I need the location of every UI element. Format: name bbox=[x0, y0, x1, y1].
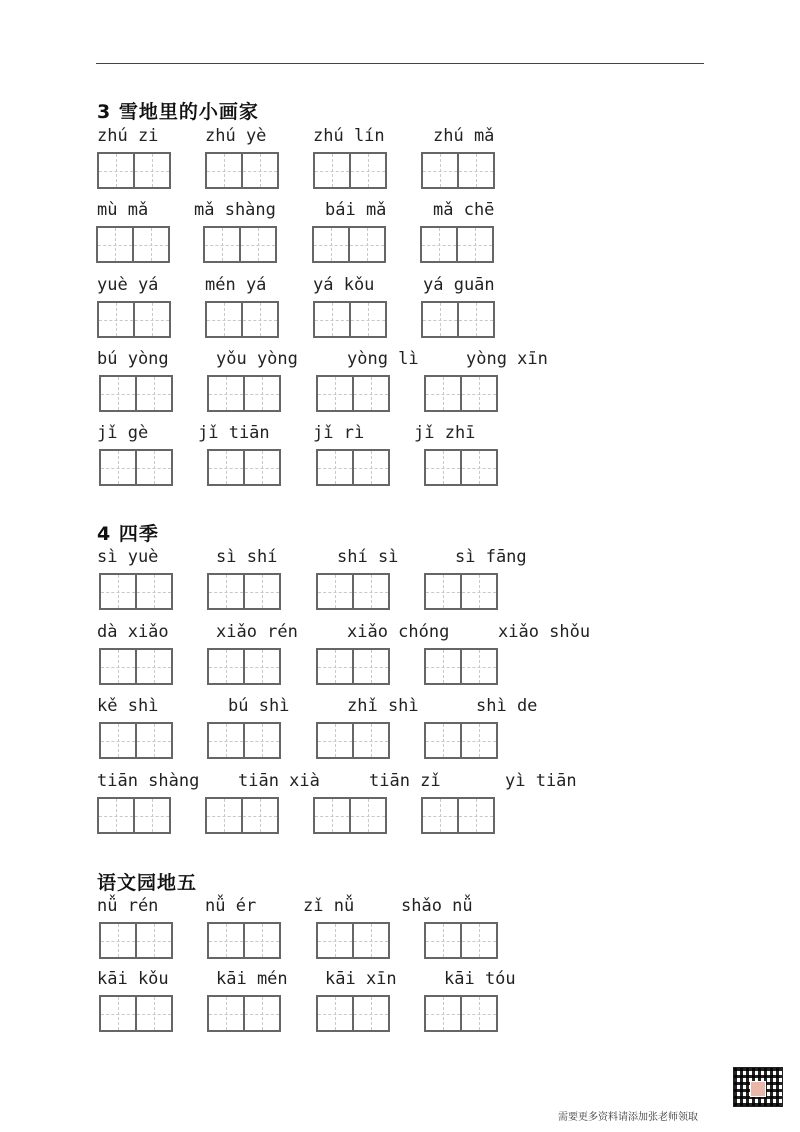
grid-cell[interactable] bbox=[135, 924, 171, 957]
pinyin-word: jǐ zhī bbox=[414, 423, 476, 443]
grid-cell[interactable] bbox=[352, 377, 388, 410]
pinyin-word: shí sì bbox=[337, 547, 399, 567]
writing-grid[interactable] bbox=[99, 722, 173, 759]
pinyin-word: bú shì bbox=[228, 696, 290, 716]
pinyin-word: xiǎo rén bbox=[216, 622, 298, 642]
pinyin-word: xiǎo chóng bbox=[347, 622, 450, 642]
pinyin-word: shì de bbox=[476, 696, 538, 716]
pinyin-word: bú yòng bbox=[97, 349, 169, 369]
writing-grid[interactable] bbox=[420, 226, 494, 263]
grid-cell[interactable] bbox=[349, 799, 385, 832]
pinyin-word: sì yuè bbox=[97, 547, 159, 567]
grid-cell[interactable] bbox=[318, 377, 352, 410]
grid-cell[interactable] bbox=[457, 303, 493, 336]
grid-cell[interactable] bbox=[209, 451, 243, 484]
writing-grid[interactable] bbox=[96, 226, 170, 263]
writing-grid[interactable] bbox=[316, 995, 390, 1032]
grid-cell[interactable] bbox=[205, 228, 239, 261]
grid-cell[interactable] bbox=[423, 154, 457, 187]
grid-cell[interactable] bbox=[99, 303, 133, 336]
writing-grid[interactable] bbox=[99, 922, 173, 959]
pinyin-word: nǚ ér bbox=[205, 896, 257, 916]
writing-grid[interactable] bbox=[205, 301, 279, 338]
writing-grid[interactable] bbox=[99, 449, 173, 486]
grid-cell[interactable] bbox=[352, 924, 388, 957]
pinyin-word: jǐ rì bbox=[313, 423, 365, 443]
grid-cell[interactable] bbox=[423, 303, 457, 336]
grid-cell[interactable] bbox=[209, 575, 243, 608]
pinyin-word: kāi kǒu bbox=[97, 969, 169, 989]
grid-cell[interactable] bbox=[315, 799, 349, 832]
grid-cell[interactable] bbox=[457, 799, 493, 832]
pinyin-word: mén yá bbox=[205, 275, 267, 295]
writing-grid[interactable] bbox=[316, 375, 390, 412]
writing-grid[interactable] bbox=[421, 301, 495, 338]
grid-cell[interactable] bbox=[241, 154, 277, 187]
grid-cell[interactable] bbox=[101, 377, 135, 410]
grid-cell[interactable] bbox=[426, 724, 460, 757]
avatar bbox=[750, 1081, 766, 1097]
grid-cell[interactable] bbox=[426, 377, 460, 410]
section-title: 4 四季 bbox=[97, 523, 159, 545]
grid-cell[interactable] bbox=[101, 650, 135, 683]
grid-cell[interactable] bbox=[241, 799, 277, 832]
pinyin-word: mǎ chē bbox=[433, 200, 495, 220]
writing-grid[interactable] bbox=[207, 375, 281, 412]
top-rule bbox=[96, 63, 704, 64]
section-title: 语文园地五 bbox=[97, 872, 198, 894]
pinyin-word: zhú lín bbox=[313, 126, 385, 146]
pinyin-word: bái mǎ bbox=[325, 200, 387, 220]
grid-cell[interactable] bbox=[348, 228, 384, 261]
grid-cell[interactable] bbox=[318, 724, 352, 757]
pinyin-word: kāi tóu bbox=[444, 969, 516, 989]
grid-cell[interactable] bbox=[209, 724, 243, 757]
grid-cell[interactable] bbox=[207, 303, 241, 336]
grid-cell[interactable] bbox=[207, 799, 241, 832]
grid-cell[interactable] bbox=[460, 451, 496, 484]
grid-cell[interactable] bbox=[135, 997, 171, 1030]
pinyin-word: xiǎo shǒu bbox=[498, 622, 591, 642]
writing-grid[interactable] bbox=[97, 152, 171, 189]
writing-grid[interactable] bbox=[424, 375, 498, 412]
qr-code-icon bbox=[733, 1067, 783, 1107]
pinyin-word: dà xiǎo bbox=[97, 622, 169, 642]
writing-grid[interactable] bbox=[424, 722, 498, 759]
writing-grid[interactable] bbox=[316, 449, 390, 486]
writing-grid[interactable] bbox=[424, 648, 498, 685]
grid-cell[interactable] bbox=[352, 451, 388, 484]
pinyin-word: jǐ tiān bbox=[198, 423, 270, 443]
grid-cell[interactable] bbox=[101, 924, 135, 957]
grid-cell[interactable] bbox=[460, 924, 496, 957]
grid-cell[interactable] bbox=[318, 575, 352, 608]
pinyin-word: mù mǎ bbox=[97, 200, 149, 220]
grid-cell[interactable] bbox=[209, 997, 243, 1030]
writing-grid[interactable] bbox=[424, 573, 498, 610]
writing-grid[interactable] bbox=[313, 152, 387, 189]
grid-cell[interactable] bbox=[352, 997, 388, 1030]
grid-cell[interactable] bbox=[101, 724, 135, 757]
pinyin-word: zhú yè bbox=[205, 126, 267, 146]
grid-cell[interactable] bbox=[243, 451, 279, 484]
grid-cell[interactable] bbox=[133, 303, 169, 336]
writing-grid[interactable] bbox=[99, 995, 173, 1032]
writing-grid[interactable] bbox=[316, 648, 390, 685]
grid-cell[interactable] bbox=[315, 303, 349, 336]
grid-cell[interactable] bbox=[318, 924, 352, 957]
writing-grid[interactable] bbox=[207, 449, 281, 486]
grid-cell[interactable] bbox=[133, 799, 169, 832]
pinyin-word: mǎ shàng bbox=[194, 200, 276, 220]
grid-cell[interactable] bbox=[243, 377, 279, 410]
grid-cell[interactable] bbox=[209, 650, 243, 683]
footer-note: 需要更多资料请添加张老师领取 bbox=[558, 1112, 698, 1123]
pinyin-word: yá kǒu bbox=[313, 275, 375, 295]
writing-grid[interactable] bbox=[99, 573, 173, 610]
grid-cell[interactable] bbox=[101, 575, 135, 608]
grid-cell[interactable] bbox=[352, 650, 388, 683]
grid-cell[interactable] bbox=[349, 154, 385, 187]
writing-grid[interactable] bbox=[207, 648, 281, 685]
pinyin-word: tiān zǐ bbox=[369, 771, 441, 791]
grid-cell[interactable] bbox=[456, 228, 492, 261]
grid-cell[interactable] bbox=[135, 650, 171, 683]
grid-cell[interactable] bbox=[133, 154, 169, 187]
pinyin-word: shǎo nǚ bbox=[401, 896, 473, 916]
writing-grid[interactable] bbox=[312, 226, 386, 263]
grid-cell[interactable] bbox=[426, 650, 460, 683]
writing-grid[interactable] bbox=[316, 573, 390, 610]
writing-grid[interactable] bbox=[313, 797, 387, 834]
grid-cell[interactable] bbox=[349, 303, 385, 336]
writing-grid[interactable] bbox=[97, 301, 171, 338]
grid-cell[interactable] bbox=[315, 154, 349, 187]
grid-cell[interactable] bbox=[460, 997, 496, 1030]
pinyin-word: zhú zi bbox=[97, 126, 159, 146]
grid-cell[interactable] bbox=[352, 724, 388, 757]
grid-cell[interactable] bbox=[98, 228, 132, 261]
writing-grid[interactable] bbox=[97, 797, 171, 834]
pinyin-word: kě shì bbox=[97, 696, 159, 716]
pinyin-word: zhú mǎ bbox=[433, 126, 495, 146]
writing-grid[interactable] bbox=[421, 797, 495, 834]
grid-cell[interactable] bbox=[243, 997, 279, 1030]
grid-cell[interactable] bbox=[460, 377, 496, 410]
writing-grid[interactable] bbox=[99, 375, 173, 412]
writing-grid[interactable] bbox=[424, 922, 498, 959]
grid-cell[interactable] bbox=[101, 451, 135, 484]
pinyin-word: yuè yá bbox=[97, 275, 159, 295]
grid-cell[interactable] bbox=[460, 650, 496, 683]
writing-grid[interactable] bbox=[207, 722, 281, 759]
pinyin-word: yòng lì bbox=[347, 349, 419, 369]
pinyin-word: kāi mén bbox=[216, 969, 288, 989]
grid-cell[interactable] bbox=[135, 724, 171, 757]
pinyin-word: nǚ rén bbox=[97, 896, 159, 916]
grid-cell[interactable] bbox=[243, 575, 279, 608]
grid-cell[interactable] bbox=[243, 724, 279, 757]
grid-cell[interactable] bbox=[135, 451, 171, 484]
writing-grid[interactable] bbox=[99, 648, 173, 685]
grid-cell[interactable] bbox=[243, 650, 279, 683]
writing-grid[interactable] bbox=[207, 573, 281, 610]
grid-cell[interactable] bbox=[132, 228, 168, 261]
section-title: 3 雪地里的小画家 bbox=[97, 101, 259, 123]
pinyin-word: sì fāng bbox=[455, 547, 527, 567]
grid-cell[interactable] bbox=[239, 228, 275, 261]
pinyin-word: jǐ gè bbox=[97, 423, 149, 443]
grid-cell[interactable] bbox=[460, 724, 496, 757]
grid-cell[interactable] bbox=[99, 799, 133, 832]
grid-cell[interactable] bbox=[426, 575, 460, 608]
writing-grid[interactable] bbox=[207, 922, 281, 959]
grid-cell[interactable] bbox=[99, 154, 133, 187]
grid-cell[interactable] bbox=[209, 924, 243, 957]
writing-grid[interactable] bbox=[316, 722, 390, 759]
grid-cell[interactable] bbox=[426, 451, 460, 484]
grid-cell[interactable] bbox=[352, 575, 388, 608]
pinyin-word: yì tiān bbox=[505, 771, 577, 791]
grid-cell[interactable] bbox=[426, 924, 460, 957]
writing-grid[interactable] bbox=[424, 995, 498, 1032]
writing-grid[interactable] bbox=[205, 797, 279, 834]
grid-cell[interactable] bbox=[457, 154, 493, 187]
pinyin-word: tiān xià bbox=[238, 771, 320, 791]
grid-cell[interactable] bbox=[243, 924, 279, 957]
writing-grid[interactable] bbox=[313, 301, 387, 338]
grid-cell[interactable] bbox=[209, 377, 243, 410]
pinyin-word: yòng xīn bbox=[466, 349, 548, 369]
grid-cell[interactable] bbox=[207, 154, 241, 187]
grid-cell[interactable] bbox=[423, 799, 457, 832]
writing-grid[interactable] bbox=[205, 152, 279, 189]
writing-grid[interactable] bbox=[207, 995, 281, 1032]
grid-cell[interactable] bbox=[422, 228, 456, 261]
pinyin-word: tiān shàng bbox=[97, 771, 200, 791]
grid-cell[interactable] bbox=[241, 303, 277, 336]
grid-cell[interactable] bbox=[135, 377, 171, 410]
grid-cell[interactable] bbox=[460, 575, 496, 608]
grid-cell[interactable] bbox=[318, 997, 352, 1030]
grid-cell[interactable] bbox=[101, 997, 135, 1030]
writing-grid[interactable] bbox=[316, 922, 390, 959]
grid-cell[interactable] bbox=[135, 575, 171, 608]
pinyin-word: kāi xīn bbox=[325, 969, 397, 989]
pinyin-word: zǐ nǚ bbox=[303, 896, 355, 916]
grid-cell[interactable] bbox=[318, 451, 352, 484]
grid-cell[interactable] bbox=[318, 650, 352, 683]
pinyin-word: yá guān bbox=[423, 275, 495, 295]
pinyin-word: yǒu yòng bbox=[216, 349, 298, 369]
writing-grid[interactable] bbox=[203, 226, 277, 263]
pinyin-word: zhǐ shì bbox=[347, 696, 419, 716]
writing-grid[interactable] bbox=[424, 449, 498, 486]
pinyin-word: sì shí bbox=[216, 547, 278, 567]
grid-cell[interactable] bbox=[314, 228, 348, 261]
grid-cell[interactable] bbox=[426, 997, 460, 1030]
writing-grid[interactable] bbox=[421, 152, 495, 189]
